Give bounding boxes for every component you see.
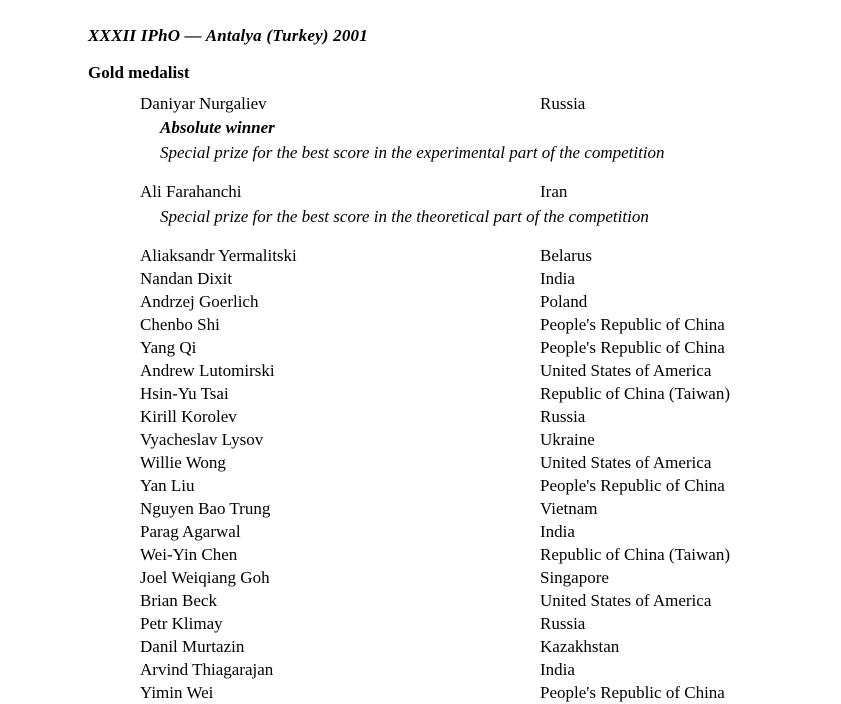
- medalist-country: Republic of China (Taiwan): [540, 545, 731, 564]
- medalist-name: Yimin Wei: [140, 683, 214, 702]
- special-prize-note: Special prize for the best score in the theoretical part of the competition: [160, 207, 649, 226]
- medalist-rows: [140, 244, 840, 704]
- table-row: [140, 681, 840, 704]
- medalist-country: People's Republic of China: [540, 476, 725, 495]
- medalist-name: Yan Liu: [140, 476, 195, 495]
- table-row: [140, 405, 840, 428]
- medalist-name: Willie Wong: [140, 453, 226, 472]
- medalist-country: Ukraine: [540, 430, 595, 449]
- table-row: [140, 566, 840, 589]
- award-label: Absolute winner: [160, 118, 275, 137]
- medalist-country: India: [540, 522, 575, 541]
- medalist-country: Russia: [540, 614, 586, 633]
- medalist-country: People's Republic of China: [540, 315, 725, 334]
- medalist-country: Singapore: [540, 568, 609, 587]
- table-row: [140, 359, 840, 382]
- medalist-name: Andrzej Goerlich: [140, 292, 259, 311]
- medalist-country: Belarus: [540, 246, 592, 265]
- medalist-country: Vietnam: [540, 499, 598, 518]
- medalist-country: India: [540, 660, 575, 679]
- medalist-country: People's Republic of China: [540, 338, 725, 357]
- table-row: [140, 382, 840, 405]
- table-row: [140, 451, 840, 474]
- table-row: [140, 474, 840, 497]
- table-row: [140, 428, 840, 451]
- table-row: [140, 290, 840, 313]
- table-row: [140, 589, 840, 612]
- medalist-name: Aliaksandr Yermalitski: [140, 246, 297, 265]
- medalist-name: Petr Klimay: [140, 614, 223, 633]
- medalist-name: Arvind Thiagarajan: [140, 660, 274, 679]
- medalist-country: Poland: [540, 292, 588, 311]
- medalist-name: Joel Weiqiang Goh: [140, 568, 270, 587]
- spacer: [140, 230, 840, 244]
- list-item: [140, 92, 840, 116]
- medalist-name: Brian Beck: [140, 591, 217, 610]
- medalist-name: Danil Murtazin: [140, 637, 245, 656]
- medalist-name: Wei-Yin Chen: [140, 545, 238, 564]
- list-item: [140, 180, 840, 204]
- table-row: [140, 520, 840, 543]
- medalist-name: Kirill Korolev: [140, 407, 237, 426]
- table-row: [140, 313, 840, 336]
- medalist-name: Daniyar Nurgaliev: [140, 94, 267, 113]
- medalist-country: India: [540, 269, 575, 288]
- table-row: [140, 336, 840, 359]
- medalist-country: Iran: [540, 182, 568, 201]
- featured-entry: [140, 92, 840, 166]
- table-row: [140, 244, 840, 267]
- medalist-country: People's Republic of China: [540, 683, 725, 702]
- medalist-name: Ali Farahanchi: [140, 182, 242, 201]
- medalist-country: Russia: [540, 407, 586, 426]
- section-heading: Gold medalist: [88, 63, 190, 82]
- medalist-name: Yang Qi: [140, 338, 197, 357]
- featured-entry: [140, 180, 840, 230]
- medalist-list: [140, 92, 840, 704]
- medalist-country: United States of America: [540, 591, 712, 610]
- table-row: [140, 612, 840, 635]
- table-row: [140, 267, 840, 290]
- medalist-country: Kazakhstan: [540, 637, 620, 656]
- special-prize-note: Special prize for the best score in the experimental part of the competition: [160, 143, 665, 162]
- table-row: [140, 658, 840, 681]
- medalist-country: Republic of China (Taiwan): [540, 384, 731, 403]
- page-title: XXXII IPhO — Antalya (Turkey) 2001: [88, 26, 368, 45]
- spacer: [140, 166, 840, 180]
- table-row: [140, 543, 840, 566]
- medalist-name: Nguyen Bao Trung: [140, 499, 271, 518]
- medalist-name: Vyacheslav Lysov: [140, 430, 264, 449]
- table-row: [140, 497, 840, 520]
- table-row: [140, 635, 840, 658]
- medalist-country: Russia: [540, 94, 586, 113]
- medalist-name: Chenbo Shi: [140, 315, 220, 334]
- medalist-name: Andrew Lutomirski: [140, 361, 275, 380]
- medalist-name: Nandan Dixit: [140, 269, 233, 288]
- medalist-name: Parag Agarwal: [140, 522, 241, 541]
- medalist-country: United States of America: [540, 453, 712, 472]
- medalist-name: Hsin-Yu Tsai: [140, 384, 229, 403]
- medalist-country: United States of America: [540, 361, 712, 380]
